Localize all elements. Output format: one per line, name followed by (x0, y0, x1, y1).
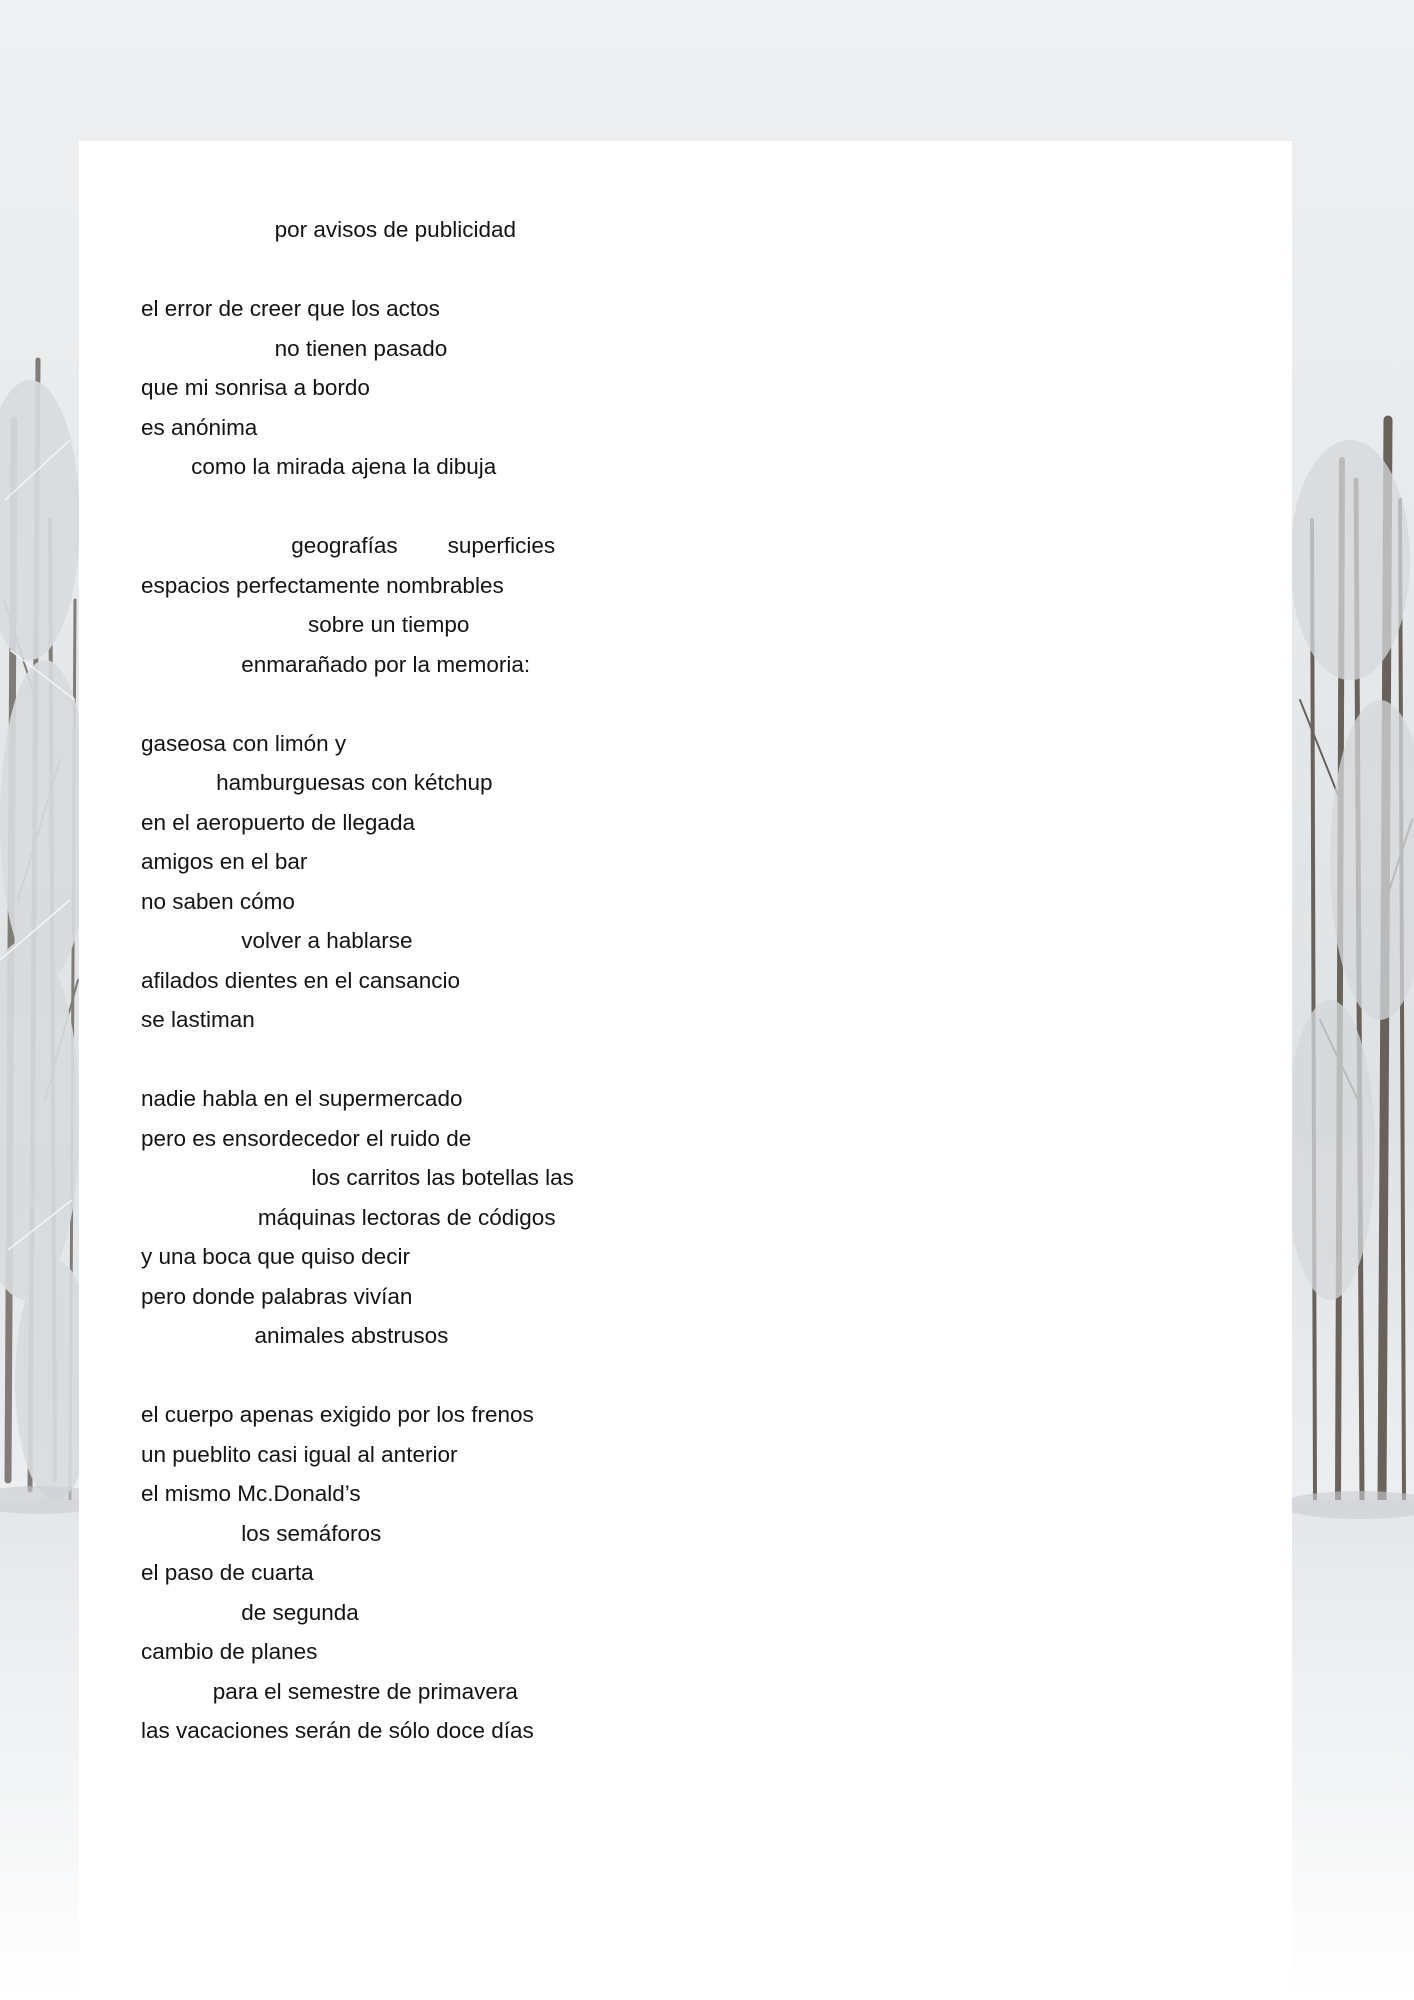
stanza-break (141, 250, 1241, 290)
poem-line: afilados dientes en el cansancio (141, 967, 460, 993)
poem-line: los semáforos (241, 1520, 382, 1546)
poem-line: pero donde palabras vivían (141, 1283, 413, 1309)
page-sheet (79, 141, 1292, 2000)
poem-line: los carritos las botellas las (311, 1165, 574, 1190)
poem-line: para el semestre de primavera (212, 1678, 518, 1704)
poem-line: gaseosa con limón y (141, 730, 347, 756)
poem-line: y una boca que quiso decir (141, 1244, 410, 1269)
poem-line: geografías superficies (291, 533, 556, 558)
stanza-break (141, 684, 1241, 724)
poem-line: enmarañado por la memoria: (241, 651, 531, 677)
poem-line: espacios perfectamente nombrables (141, 572, 504, 598)
poem-line: por avisos de publicidad (274, 217, 516, 242)
poem-line: pero es ensordecedor el ruido de (141, 1125, 472, 1151)
poem-line: las vacaciones serán de sólo doce días (141, 1718, 534, 1743)
poem-line: máquinas lectoras de códigos (257, 1204, 556, 1230)
poem-line: volver a hablarse (241, 928, 413, 953)
poem-line: se lastiman (141, 1007, 255, 1032)
poem-line: no tienen pasado (274, 335, 448, 361)
poem-line: cambio de planes (141, 1639, 318, 1664)
poem-line: un pueblito casi igual al anterior (141, 1441, 458, 1467)
poem-line: no saben cómo (141, 888, 295, 914)
poem-line: que mi sonrisa a bordo (141, 375, 370, 400)
poem-line: hamburguesas con kétchup (216, 770, 493, 795)
poem-line: el paso de cuarta (141, 1560, 314, 1585)
poem-line: el cuerpo apenas exigido por los frenos (141, 1402, 534, 1427)
poem-line: animales abstrusos (254, 1323, 449, 1348)
poem-line: es anónima (141, 414, 258, 440)
poem-line: el error de creer que los actos (141, 296, 440, 321)
poem-line: en el aeropuerto de llegada (141, 809, 415, 835)
poem-line: amigos en el bar (141, 849, 308, 874)
stanza-break (141, 1356, 1241, 1396)
poem-line: sobre un tiempo (308, 612, 470, 637)
poem-line: el mismo Mc.Donald’s (141, 1481, 361, 1506)
poem-line: de segunda (241, 1599, 359, 1625)
stanza-break (141, 487, 1241, 527)
stanza-break (141, 1040, 1241, 1080)
poem-line: como la mirada ajena la dibuja (191, 454, 497, 479)
poem-line: nadie habla en el supermercado (141, 1086, 463, 1111)
poem (141, 210, 1241, 1751)
